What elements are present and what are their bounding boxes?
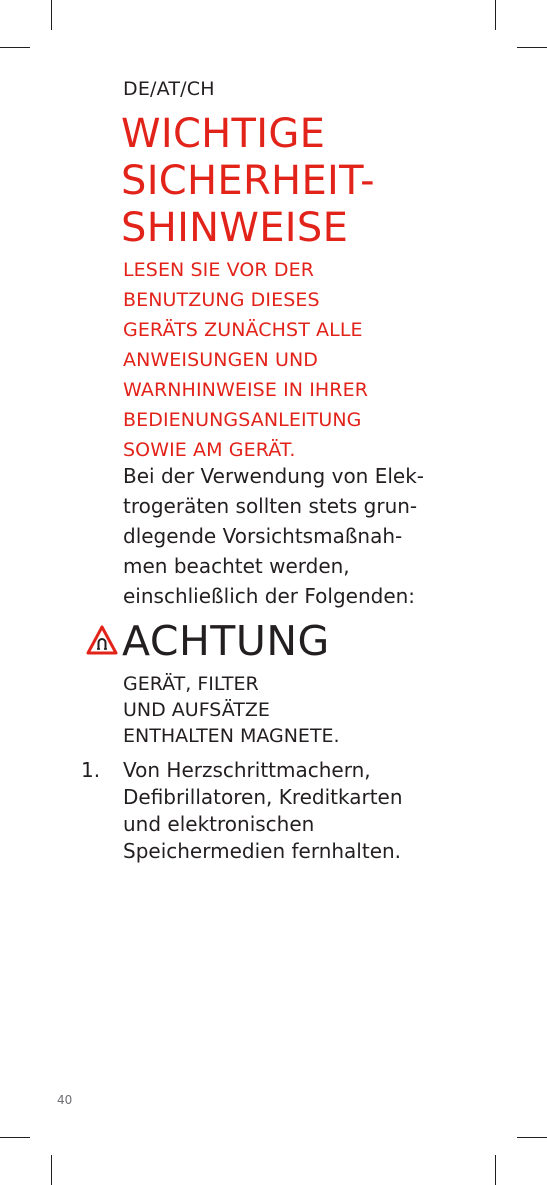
list-item-line: Defibrillatoren, Kreditkarten bbox=[123, 785, 403, 809]
title-line: SICHERHEIT- bbox=[121, 158, 375, 204]
subtitle-line: BENUTZUNG DIESES bbox=[123, 289, 320, 311]
subtitle-line: GERÄTS ZUNÄCHST ALLE bbox=[123, 319, 363, 341]
warning-title: ACHTUNG bbox=[122, 617, 330, 665]
intro-line: trogeräten sollten stets grun- bbox=[123, 494, 418, 518]
magnet-warning-icon bbox=[86, 625, 118, 655]
page-title bbox=[121, 111, 375, 252]
warning-subtitle-line: GERÄT, FILTER bbox=[123, 673, 259, 695]
list-item-number: 1. bbox=[81, 758, 101, 782]
crop-mark-top-right-horizontal bbox=[517, 47, 547, 48]
warning-subtitle bbox=[123, 671, 340, 749]
list-item-line: und elektronischen bbox=[123, 812, 315, 836]
subtitle-line: SOWIE AM GERÄT. bbox=[123, 439, 296, 461]
crop-mark-bottom-left-vertical bbox=[51, 1155, 52, 1185]
intro-line: Bei der Verwendung von Elek- bbox=[123, 464, 425, 488]
crop-mark-top-left-horizontal bbox=[0, 47, 30, 48]
list-item-line: Von Herzschrittmachern, bbox=[123, 758, 371, 782]
crop-mark-top-left-vertical bbox=[51, 0, 52, 30]
region-label: DE/AT/CH bbox=[123, 78, 215, 100]
subtitle-line: LESEN SIE VOR DER bbox=[123, 259, 315, 281]
crop-mark-top-right-vertical bbox=[495, 0, 496, 30]
intro-paragraph bbox=[123, 461, 453, 611]
warning-subtitle-line: UND AUFSÄTZE bbox=[123, 699, 270, 721]
crop-mark-bottom-right-horizontal bbox=[517, 1137, 547, 1138]
page-number: 40 bbox=[57, 1093, 73, 1107]
subtitle-line: ANWEISUNGEN UND bbox=[123, 349, 319, 371]
list-item-line: Speichermedien fernhalten. bbox=[123, 839, 402, 863]
intro-line: dlegende Vorsichtsmaßnah- bbox=[123, 524, 403, 548]
title-line: WICHTIGE bbox=[121, 111, 326, 157]
intro-line: men beachtet werden, bbox=[123, 554, 350, 578]
subtitle-line: BEDIENUNGSANLEITUNG bbox=[123, 409, 362, 431]
crop-mark-bottom-left-horizontal bbox=[0, 1137, 30, 1138]
subtitle-line: WARNHINWEISE IN IHRER bbox=[123, 379, 369, 401]
title-line: SHINWEISE bbox=[121, 205, 349, 251]
read-instructions-notice bbox=[123, 255, 443, 465]
list-item-text bbox=[123, 757, 443, 865]
intro-line: einschließlich der Folgenden: bbox=[123, 584, 416, 608]
crop-mark-bottom-right-vertical bbox=[495, 1155, 496, 1185]
warning-subtitle-line: ENTHALTEN MAGNETE. bbox=[123, 725, 340, 747]
